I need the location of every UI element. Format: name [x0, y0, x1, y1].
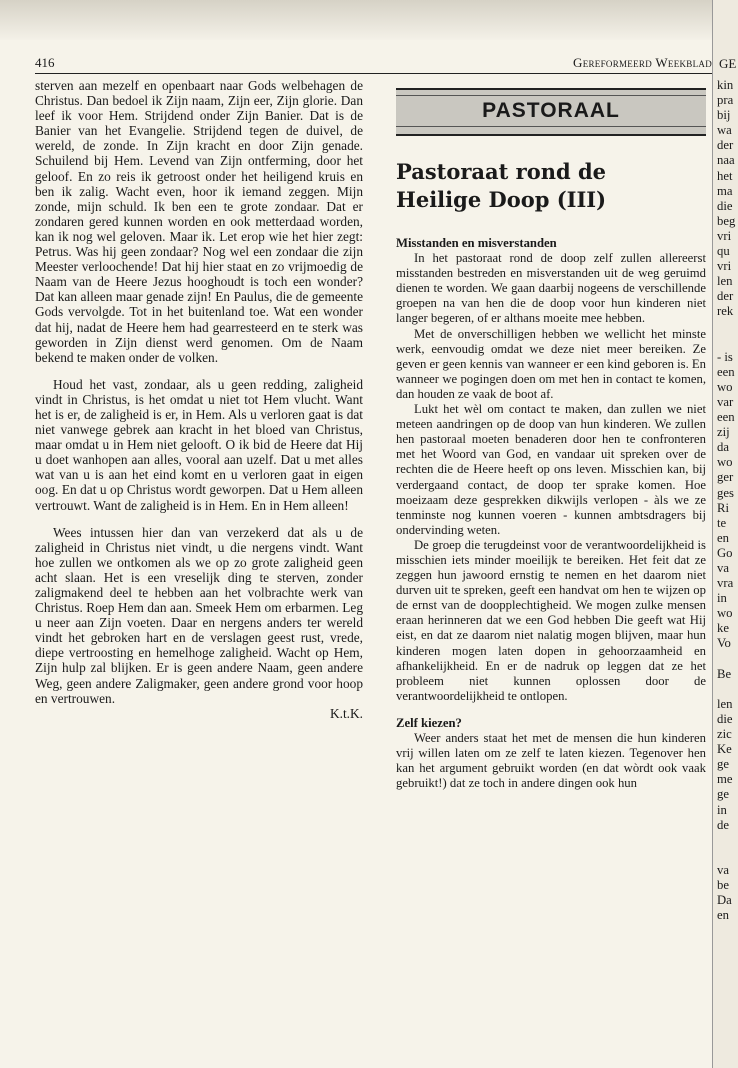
subheading: Misstanden en misverstanden	[396, 236, 557, 250]
paragraph: Met de onverschilligen hebben we wellicht het minste werk, eenvoudig omdat we deze niet meer bereiken. Ze geven er geen kennis van wanneer er een kind geboren is. En wanneer we pogingen doen om met hen in contact te komen, dan houden ze vaak de boot af.	[396, 326, 707, 401]
section-banner	[396, 88, 706, 136]
right-column	[396, 78, 706, 791]
article-title-line: Heilige Doop (III)	[396, 187, 607, 212]
paragraph: Houd het vast, zondaar, als u geen redding, zaligheid vindt in Christus, is het omdat u niet tot Hem vlucht. Want het is er, de zaligheid is er, in Hem. Als u verloren gaat is dat niet vanwege gebrek aan kracht in het bloed van Christus, maar omdat u in Hem niet gelooft. O ik bid de Heere dat Hij u doet wanhopen aan alles, vooral aan uzelf. Dat u met alles wat van u is aan het eind komt en u verloren gaat in eigen oog. En dat u op Christus wordt geworpen. Dat u Hem alleen vertrouwt. Want de zaligheid is in Hem. En in Hem alleen!	[35, 376, 363, 513]
journal-name: Gereformeerd Weekblad	[573, 55, 712, 70]
left-column	[35, 78, 363, 721]
paragraph: Wees intussen hier dan van verzekerd dat als u de zaligheid in Christus niet vindt, u die nergens vindt. Want hoe zullen we ontkomen als we op zo grote zaligheid geen acht slaan. Het is een vreselijk ding te sterven, zonder zaligmakend deel te hebben aan het volbrachte werk van Christus. Roep Hem dan aan. Smeek Hem om erbarmen. Leg u neer aan Zijn voeten. Daar en nergens anders ter wereld vindt het gebroken hart en de verslagen geest rust, vrede, diepe vertroosting en hemelhoge zaligheid. Wacht op Hem, Zijn hulp zal blijken. Er is geen andere Naam, geen andere Weg, geen andere Zaligmaker, geen andere grond voor hoop en vertrouwen.	[35, 524, 363, 706]
next-page-text-fragment: kin pra bij wa der naa het ma die beg vri qu vri len der rek - is een wo var een zij da wo ger ges Ri te en Go va vra in wo ke Vo Be len die zic Ke ge me ge in de va be Da en	[717, 78, 736, 923]
next-page-edge	[712, 0, 738, 1068]
article-title	[396, 158, 706, 214]
running-header	[35, 55, 712, 71]
paragraph: sterven aan mezelf en openbaart naar Gods welbehagen de Christus. Dan bedoel ik Zijn naam, Zijn eer, Zijn glorie. Dan leef ik voor Hem. Strijdend onder Zijn Banier. Dat is de Banier van het Evangelie. Strijdend tegen de duivel, de wereld, de zonde. In Zijn kracht en door Zijn genade. Schuilend bij Hem. Levend van Zijn ontferming, door het geloof. En zo reis ik getroost onder het heiligend kruis en ben ik zalig. Wacht even, hoor ik iemand zeggen. Mijn zonde, mijn schuld. Ik ben een te grote zondaar. Dat er zondaren gered kunnen worden en ook metterdaad worden, kan ik nog wel geloven. Maar ik. Let erop wie het hier zegt: Petrus. Was hij geen zondaar? Nog wel een zondaar die zijn Meester verloochende! Dat hij hier staat en zo vrijmoedig de Naam van de Heere Jezus hooghoudt is toch een wonder? Dat kan alleen maar genade zijn! En Paulus, die de gemeente Gods vervolgde. Tot in het buitenland toe. Wat een wonder dat hij, nadat de Heere hem had gearresteerd en te sterk was geworden in Zijn dienst werd genomen. Om de Naam bekend te maken onder de volken.	[35, 78, 363, 365]
author-signature: K.t.K.	[330, 705, 363, 721]
section-banner-label: PASTORAAL	[396, 95, 706, 127]
next-page-header-fragment: GE	[719, 56, 737, 71]
paragraph: Weer anders staat het met de mensen die hun kinderen vrij willen laten om ze zelf te laten kiezen. Tegenover hen kan het argument gebruikt worden (en dat wòrdt ook vaak gebruikt!) dat ze toch in andere dingen ook hun	[396, 731, 706, 791]
header-rule	[35, 73, 712, 74]
paragraph: De groep die terugdeinst voor de verantwoordelijkheid is misschien iets minder moeilijk te bereiken. Het feit dat ze zeggen hun jawoord ernstig te nemen en het daarom niet durven uit te spreken, geeft een handvat om hen te wijzen op de ernst van de doopplechtigheid. We mogen zulke mensen eraan herinneren dat we een God hebben Die geeft wat Hij eist, en dat ze daarom niet nalatig mogen blijven, maar hun kinderen mogen laten dopen in gehoorzaamheid en afhankelijkheid. En er de nadruk op leggen dat ze het probleem niet kunnen oplossen door de verantwoordelijkheid te ontlopen.	[396, 537, 706, 703]
page-number: 416	[35, 55, 55, 70]
article-title-line: Pastoraat rond de	[396, 159, 607, 184]
paragraph: In het pastoraat rond de doop zelf zullen allereerst misstanden bestreden en misverstanden uit de weg geruimd dienen te worden. We gaan daarbij nogeens de verschillende groepen na van hen die de doop voor hun kinderen niet langer begeren, of er althans moeite mee hebben.	[396, 251, 706, 326]
paragraph: Lukt het wèl om contact te maken, dan zullen we niet meteen aandringen op de doop van hun kinderen. We zullen hen pastoraal moeten benaderen door hen te confronteren met het Woord van God, en vandaar uit spreken over de rechten die de Heere heeft op ons leven. Misschien kan, bij verdergaand contact, de doop ter sprake komen. Hoe moeizaam deze gesprekken dikwijls verlopen - àls we ze tenminste nog kunnen voeren - kunnen ambtsdragers bij ondervinding weten.	[396, 402, 706, 537]
subheading: Zelf kiezen?	[396, 715, 462, 730]
scan-top-shadow	[0, 0, 738, 40]
